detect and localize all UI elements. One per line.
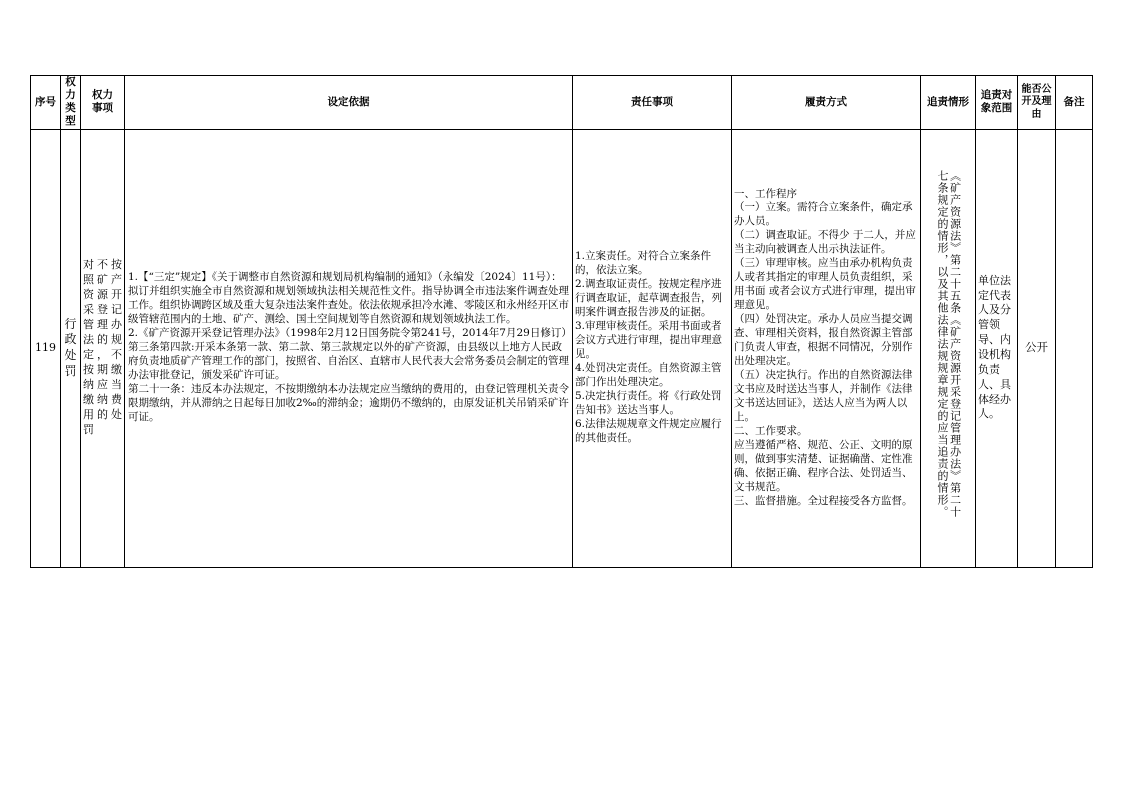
header-accountability: 追责情形 — [921, 76, 976, 130]
header-publicity-text: 能否公开及理由 — [1021, 83, 1052, 120]
header-row — [31, 76, 1093, 130]
header-seq: 序号 — [31, 76, 61, 130]
cell-power-item — [81, 129, 125, 567]
cell-power-type — [61, 129, 81, 567]
header-publicity — [1018, 76, 1056, 130]
method-line-3: （二）调查取证。不得少 于二人，并应当主动向被调查人出示执法证件。 — [734, 229, 916, 256]
method-line-6: （五）决定执行。作出的自然资源法律文书应及时送达当事人，并制作《法律文书送达回证》，送达人应当为两人以上。 — [734, 368, 913, 423]
header-power-type-text: 权力类型 — [65, 76, 76, 128]
duty-item-2: 2.调查取证责任。按规定程序进行调查取证，起草调查报告，列明案件调查报告涉及的证据。 — [575, 278, 722, 319]
header-power-item — [81, 76, 125, 130]
basis-para-1: 1.【“三定”规定】《关于调整市自然资源和规划局机构编制的通知》（永编发〔2024〕11号）：拟订并组织实施全市自然资源和规划领域执法相关规范性文件。指导协调全市违法案件调查处理工作。组织协调跨区域及重大复杂违法案件查处。依法依规承担冷水滩、零陵区和永州经开区市级管辖范围内的土地、矿产、测绘、国土空间规划等自然资源和规划领域执法工作。 — [128, 271, 569, 326]
duty-item-5: 5.决定执行责任。将《行政处罚告知书》送达当事人。 — [575, 389, 722, 416]
method-line-5: （四）处罚决定。承办人员应当提交调查、审理相关资料，报自然资源主管部门负责人审查，根据不同情况，分别作出处理决定。 — [734, 313, 913, 367]
header-remarks: 备注 — [1056, 76, 1093, 130]
power-type-text: 行政处罚 — [64, 316, 77, 378]
cell-accountability — [921, 129, 976, 567]
accountability-text: 《矿产资源法》第二十五条《矿产资源开采登记管理办法》第二十七条规定的情形，以及其他法律法规规章规定的应当追责的情形。 — [936, 170, 962, 518]
cell-scope — [976, 129, 1018, 567]
header-basis: 设定依据 — [125, 76, 573, 130]
cell-duty — [573, 129, 732, 567]
header-scope — [976, 76, 1018, 130]
header-scope-text: 追责对象范围 — [980, 89, 1013, 115]
cell-method — [732, 129, 921, 567]
method-line-4: （三）审理审核。应当由承办机构负责人或者其指定的审理人员负责组织，采用书面 或者会议方式进行审理，提出审理意见。 — [734, 257, 916, 312]
scope-text: 单位法定代表人及分管领导、内设机构负责人、具体经办人。 — [978, 273, 1011, 421]
method-line-1: 一、工作程序 — [734, 187, 797, 200]
power-list-table — [30, 75, 1093, 568]
duty-item-4: 4.处罚决定责任。自然资源主管部门作出处理决定。 — [575, 361, 722, 388]
method-line-8: 应当遵循严格、规范、公正、文明的原则，做到事实清楚、证据确凿、定性准确、依据正确、程序合法、处罚适当、文书规范。 — [734, 438, 913, 493]
duty-item-1: 1.立案责任。对符合立案条件的，依法立案。 — [575, 250, 712, 277]
cell-basis — [125, 129, 573, 567]
header-power-type — [61, 76, 81, 130]
method-line-2: （一）立案。需符合立案条件，确定承办人员。 — [734, 201, 913, 228]
duty-item-6: 6.法律法规规章文件规定应履行的其他责任。 — [575, 417, 722, 444]
basis-para-2: 2.《矿产资源开采登记管理办法》（1998年2月12日国务院令第241号，2014年7月29日修订）第三条第四款:开采本条第一款、第二款、第三款规定以外的矿产资源，由县级以上地方人民政府负责地质矿产管理工作的部门，按照省、自治区、直辖市人民代表大会常务委员会制定的管理办法审批登记，颁发采矿许可证。 — [128, 327, 569, 381]
header-method: 履责方式 — [732, 76, 921, 130]
header-duty: 责任事项 — [573, 76, 732, 130]
table-row — [31, 129, 1093, 567]
header-power-item-text: 权力事项 — [92, 89, 113, 115]
method-line-9: 三、监督措施。全过程接受各方监督。 — [734, 494, 913, 507]
cell-publicity: 公开 — [1018, 129, 1056, 567]
cell-remarks — [1056, 129, 1093, 567]
power-item-text: 对不按照矿产资源开采登记管理办法的规定，不按期缴纳应当缴纳费用的处罚 — [83, 258, 122, 436]
method-line-7: 二、工作要求。 — [734, 424, 808, 437]
basis-para-3: 第二十一条：违反本办法规定，不按期缴纳本办法规定应当缴纳的费用的，由登记管理机关责令限期缴纳，并从滞纳之日起每日加收2‰的滞纳金；逾期仍不缴纳的，由原发证机关吊销采矿许可证。 — [128, 382, 569, 423]
cell-seq: 119 — [31, 129, 61, 567]
duty-item-3: 3.审理审核责任。采用书面或者会议方式进行审理，提出审理意见。 — [575, 320, 722, 360]
